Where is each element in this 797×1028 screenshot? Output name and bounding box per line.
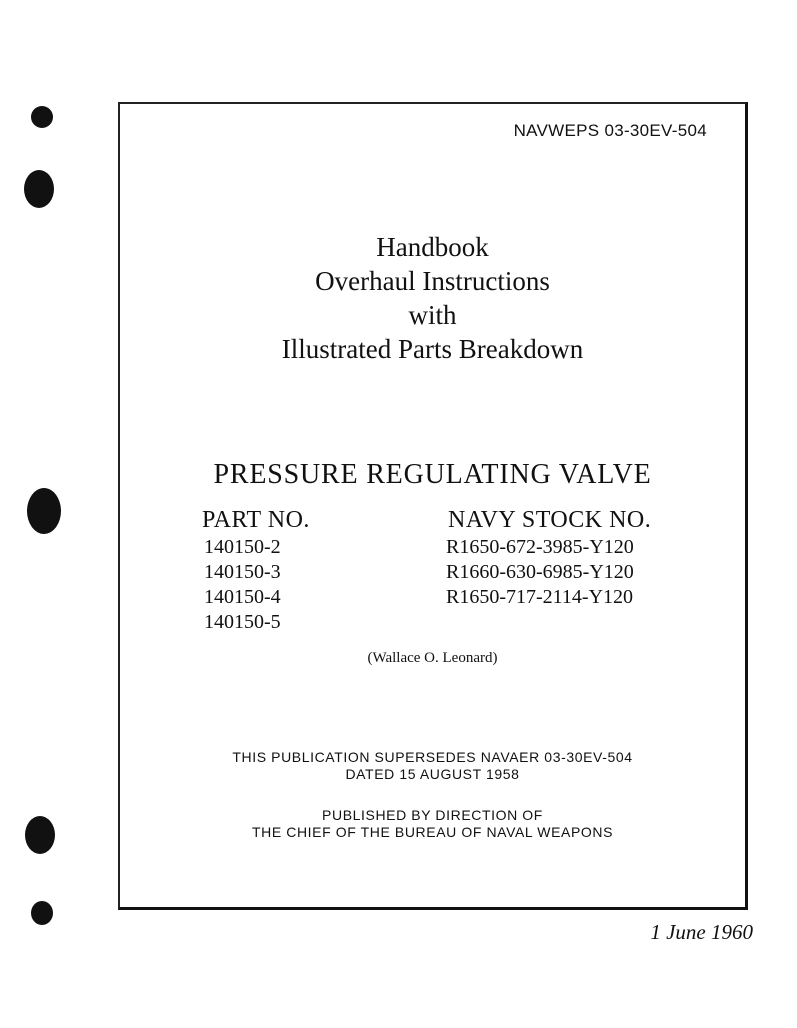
- title-block: [120, 230, 745, 366]
- part-number-header: PART NO.: [202, 507, 310, 533]
- punch-hole-3: [27, 488, 61, 534]
- stock-number-item: R1650-672-3985-Y120: [446, 536, 634, 558]
- stock-number-item: R1650-717-2114-Y120: [446, 586, 634, 608]
- part-number-item: 140150-4: [204, 586, 281, 608]
- supersedes-notice: [120, 749, 745, 783]
- published-line-2: THE CHIEF OF THE BUREAU OF NAVAL WEAPONS: [251, 824, 614, 840]
- punch-hole-2: [24, 170, 54, 208]
- supersedes-line-1: THIS PUBLICATION SUPERSEDES NAVAER 03-30EV-504: [232, 749, 633, 765]
- manufacturer-name: (Wallace O. Leonard): [367, 650, 498, 666]
- punch-hole-1: [31, 106, 53, 128]
- stock-number-header: NAVY STOCK NO.: [448, 507, 652, 533]
- published-by-notice: [120, 807, 745, 841]
- punch-hole-5: [31, 901, 53, 925]
- part-number-item: 140150-3: [204, 561, 281, 583]
- part-number-item: 140150-2: [204, 536, 281, 558]
- title-line-1: Handbook: [376, 232, 489, 262]
- product-name: PRESSURE REGULATING VALVE: [213, 459, 652, 490]
- title-line-3: with: [408, 300, 457, 330]
- stock-number-item: R1660-630-6985-Y120: [446, 561, 634, 583]
- title-line-2: Overhaul Instructions: [315, 266, 550, 296]
- publication-number: NAVWEPS 03-30EV-504: [513, 121, 707, 140]
- supersedes-line-2: DATED 15 AUGUST 1958: [345, 766, 520, 782]
- punch-hole-4: [25, 816, 55, 854]
- part-number-item: 140150-5: [204, 611, 281, 633]
- published-line-1: PUBLISHED BY DIRECTION OF: [322, 807, 543, 823]
- publication-date: 1 June 1960: [650, 920, 753, 944]
- stock-number-column: [446, 505, 651, 610]
- cover-frame: [118, 102, 748, 910]
- part-number-column: [202, 505, 310, 635]
- title-line-4: Illustrated Parts Breakdown: [281, 334, 584, 364]
